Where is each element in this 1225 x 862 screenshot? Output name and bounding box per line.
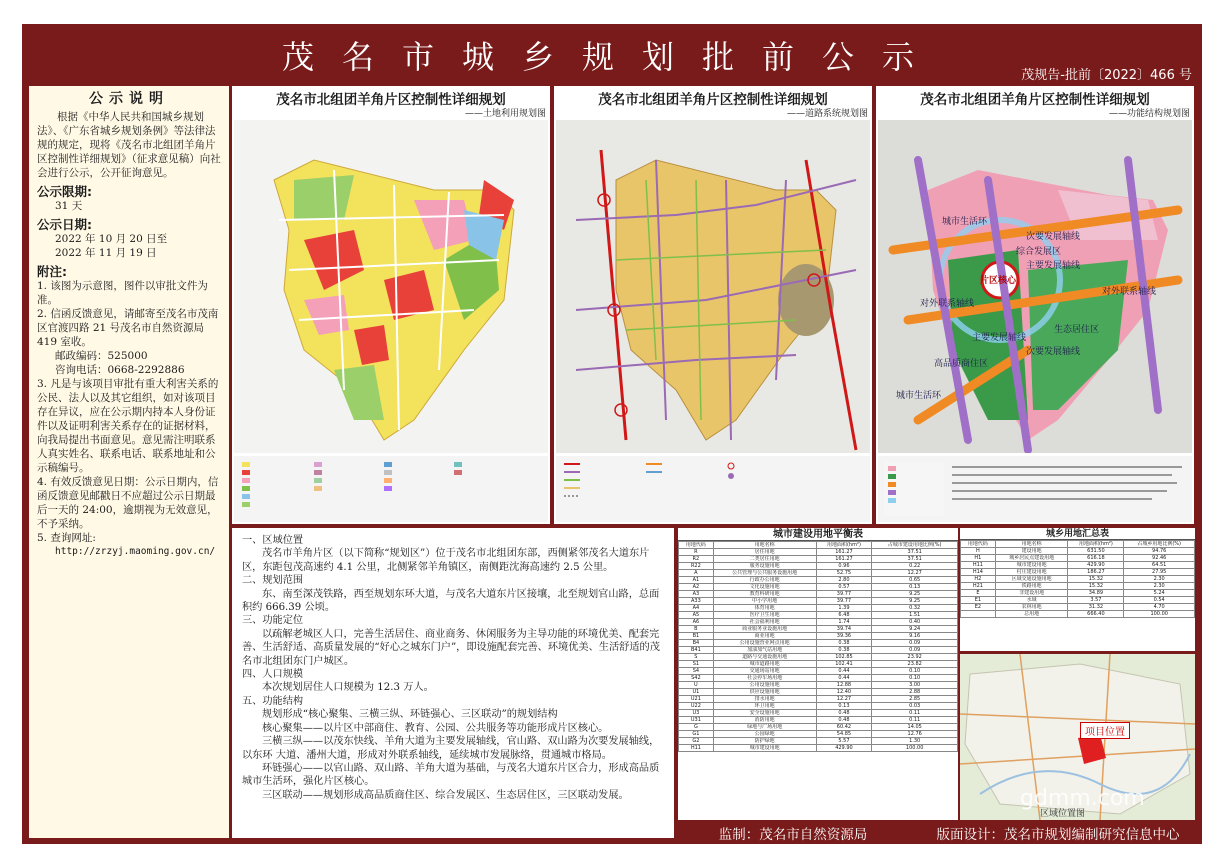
table-cell: B bbox=[679, 626, 714, 633]
panel-subtitle: ——土地利用规划图 bbox=[464, 109, 546, 119]
map-label-zone-1: 综合发展区 bbox=[1016, 247, 1062, 257]
table-cell: A4 bbox=[679, 605, 714, 612]
section-4-body: 本次规划居住人口规模为 12.3 万人。 bbox=[262, 682, 434, 694]
table-cell: 0.40 bbox=[872, 619, 958, 626]
table-cell: S bbox=[679, 654, 714, 661]
map-label-link-2: 对外联系轴线 bbox=[1102, 287, 1157, 297]
table-cell: 54.85 bbox=[816, 731, 872, 738]
table-title: 城乡用地汇总表 bbox=[960, 528, 1195, 540]
table-cell: H11 bbox=[961, 562, 996, 569]
header-cell: 用地代码 bbox=[679, 542, 714, 549]
map-label-zone-3: 高品质商住区 bbox=[934, 359, 989, 369]
table-cell: 631.50 bbox=[1068, 548, 1124, 555]
table-cell: 0.54 bbox=[1124, 597, 1195, 604]
note-5: 5. 查询网址: bbox=[37, 532, 96, 544]
table-cell: 供应设施用地 bbox=[713, 689, 816, 696]
table-cell: R2 bbox=[679, 556, 714, 563]
table-cell: 公用设施用地 bbox=[713, 682, 816, 689]
map-label-ring: 城市生活环 bbox=[942, 217, 988, 227]
table-cell: U1 bbox=[679, 689, 714, 696]
table-cell: 9.16 bbox=[872, 633, 958, 640]
section-5-zones: 三区联动——规划形成高品质商住区、综合发展区、生态居住区，三区联动发展。 bbox=[262, 789, 629, 801]
table-cell: B4 bbox=[679, 640, 714, 647]
table-cell: 排水用地 bbox=[713, 696, 816, 703]
table-cell: H11 bbox=[679, 745, 714, 752]
table-cell: R bbox=[679, 549, 714, 556]
note-3: 3. 凡是与该项目审批有重大利害关系的公民、法人以及其它组织，如对该项目存在异议，应在公示期内持本人身份证件以及证明利害关系存在的证据材料，向我局提出书面意见。意见需注明联系人真实姓名、联系电话、联系地址和公示稿编号。 bbox=[37, 378, 219, 474]
note-2: 2. 信函反馈意见，请邮寄至茂名市茂南区官渡四路 21 号茂名市自然资源局 419 室收。 bbox=[37, 308, 219, 348]
table-cell: 0.57 bbox=[816, 584, 872, 591]
table-cell: 区域交通设施用地 bbox=[995, 576, 1068, 583]
section-5-axes: 三横三纵——以茂东快线、羊角大道为主要发展轴线，官山路、双山路为次要发展轴线，以东环 大道、潘州大道，形成对外联系轴线，延续城市发展脉络，贯通城市格局。 bbox=[242, 736, 660, 761]
table-cell: 水域 bbox=[995, 597, 1068, 604]
table-cell: S4 bbox=[679, 668, 714, 675]
table-cell: 12.27 bbox=[816, 696, 872, 703]
table-row bbox=[961, 611, 1195, 618]
table-cell: A3 bbox=[679, 591, 714, 598]
table-cell: 加油加气站用地 bbox=[713, 647, 816, 654]
table-cell: 12.27 bbox=[872, 570, 958, 577]
table-cell: 0.11 bbox=[872, 717, 958, 724]
table-cell: 12.76 bbox=[872, 731, 958, 738]
function-structure-panel bbox=[876, 86, 1194, 524]
table-cell: 1.30 bbox=[872, 738, 958, 745]
header bbox=[22, 24, 1202, 84]
location-map-label: 区域位置图 bbox=[1040, 809, 1086, 819]
road-system-panel bbox=[554, 86, 872, 524]
table-cell: 31.32 bbox=[1068, 604, 1124, 611]
section-5-ring: 环链强心——以官山路、双山路、羊角大道为基础，与茂名大道东片区合力，形成高品质城市生活环，强化片区核心。 bbox=[242, 762, 660, 788]
table-cell: 429.90 bbox=[816, 745, 872, 752]
table-row bbox=[679, 570, 958, 577]
note-1: 1. 该图为示意图，图件以审批文件为准。 bbox=[37, 280, 208, 306]
query-url[interactable]: http://zrzyj.maoming.gov.cn/ bbox=[55, 546, 216, 557]
table-row bbox=[961, 583, 1195, 590]
table-cell: U bbox=[679, 682, 714, 689]
date-to: 2022 年 11 月 19 日 bbox=[55, 247, 157, 259]
table-cell: 城市建设用地 bbox=[995, 562, 1068, 569]
table-cell: 建设用地 bbox=[995, 548, 1068, 555]
table-cell: 37.51 bbox=[872, 549, 958, 556]
table-row bbox=[679, 703, 958, 710]
table-cell: 2.80 bbox=[816, 577, 872, 584]
table-cell: 429.90 bbox=[1068, 562, 1124, 569]
legend-swatches bbox=[234, 456, 548, 522]
table-cell: H14 bbox=[961, 569, 996, 576]
footer-designer: 版面设计：茂名市规划编制研究信息中心 bbox=[936, 827, 1180, 843]
header-cell: 用地面积(hm²) bbox=[816, 542, 872, 549]
land-balance-table bbox=[678, 528, 958, 820]
table-rows bbox=[679, 549, 958, 752]
table-cell: 34.89 bbox=[1068, 590, 1124, 597]
table-row bbox=[679, 696, 958, 703]
section-2-title: 二、规划范围 bbox=[242, 575, 304, 587]
legend-swatches bbox=[878, 456, 1192, 522]
legend-swatches bbox=[556, 456, 870, 522]
table-cell: A6 bbox=[679, 619, 714, 626]
table-cell: 15.32 bbox=[1068, 576, 1124, 583]
panel-title: 茂名市北组团羊角片区控制性详细规划 bbox=[598, 92, 828, 108]
land-use-panel bbox=[232, 86, 550, 524]
urban-rural-table bbox=[960, 528, 1195, 651]
table-cell: 39.36 bbox=[816, 633, 872, 640]
table-row bbox=[679, 731, 958, 738]
header-cell: 用地面积(hm²) bbox=[1068, 541, 1124, 548]
table-cell: 0.38 bbox=[816, 647, 872, 654]
table-row bbox=[679, 556, 958, 563]
table-cell: 教育科研用地 bbox=[713, 591, 816, 598]
table-row bbox=[679, 619, 958, 626]
table-cell: 0.48 bbox=[816, 717, 872, 724]
table-cell: 0.10 bbox=[872, 675, 958, 682]
table-cell: 9.24 bbox=[872, 626, 958, 633]
table-row bbox=[679, 710, 958, 717]
section-5-body: 规划形成“核心聚集、三横三纵、环链强心、三区联动”的规划结构 bbox=[262, 709, 558, 721]
table-cell: 0.03 bbox=[872, 703, 958, 710]
table-cell: 1.39 bbox=[816, 605, 872, 612]
table-row bbox=[961, 604, 1195, 611]
table-row bbox=[679, 654, 958, 661]
map-label-axis-1: 次要发展轴线 bbox=[1026, 232, 1081, 242]
table-cell: 中小学用地 bbox=[713, 598, 816, 605]
table-cell: 52.75 bbox=[816, 570, 872, 577]
table-title: 城市建设用地平衡表 bbox=[678, 528, 958, 541]
header-cell: 用地代码 bbox=[961, 541, 996, 548]
table-cell: 102.41 bbox=[816, 661, 872, 668]
table-body bbox=[960, 540, 1195, 618]
project-location-badge: 项目位置 bbox=[1080, 722, 1130, 739]
table-cell: 9.25 bbox=[872, 591, 958, 598]
table-cell: 消防用地 bbox=[713, 717, 816, 724]
table-row bbox=[679, 584, 958, 591]
map-legend bbox=[234, 456, 548, 522]
table-cell: 37.51 bbox=[872, 556, 958, 563]
table-cell: S42 bbox=[679, 675, 714, 682]
section-5-core: 核心聚集——以片区中部商住、教育、公园、公共服务等功能形成片区核心。 bbox=[262, 722, 609, 734]
table-cell: 2.30 bbox=[1124, 583, 1195, 590]
table-cell: G2 bbox=[679, 738, 714, 745]
table-cell: 64.51 bbox=[1124, 562, 1195, 569]
table-cell: 0.09 bbox=[872, 640, 958, 647]
table-cell: 102.85 bbox=[816, 654, 872, 661]
map-label-core: 片区核心 bbox=[980, 276, 1017, 286]
table-cell: 23.82 bbox=[872, 661, 958, 668]
header-cell: 占城市建设用地比例(%) bbox=[872, 542, 958, 549]
table-cell: 27.95 bbox=[1124, 569, 1195, 576]
table-row bbox=[679, 612, 958, 619]
table-cell: 94.76 bbox=[1124, 548, 1195, 555]
table-row bbox=[679, 724, 958, 731]
watermark: gdmm.com bbox=[1020, 786, 1145, 811]
table-cell: 绿地与广场用地 bbox=[713, 724, 816, 731]
table-cell: 2.30 bbox=[1124, 576, 1195, 583]
table-cell: 防护绿地 bbox=[713, 738, 816, 745]
table-cell: 0.38 bbox=[816, 640, 872, 647]
postcode: 邮政编码：525000 bbox=[55, 350, 148, 362]
table-cell: A bbox=[679, 570, 714, 577]
table-cell: 环卫用地 bbox=[713, 703, 816, 710]
table-row bbox=[679, 717, 958, 724]
table-cell: 居住用地 bbox=[713, 549, 816, 556]
table-cell: G1 bbox=[679, 731, 714, 738]
table-cell: 社会福利用地 bbox=[713, 619, 816, 626]
map-label-axis-3: 次要发展轴线 bbox=[1026, 347, 1081, 357]
notes-label: 附注: bbox=[37, 264, 67, 279]
table-cell: 0.22 bbox=[872, 563, 958, 570]
location-map bbox=[960, 654, 1195, 820]
panel-subtitle: ——道路系统规划图 bbox=[786, 109, 868, 119]
table-cell: 5.57 bbox=[816, 738, 872, 745]
panel-subtitle: ——功能结构规划图 bbox=[1108, 109, 1190, 119]
footer bbox=[678, 820, 1198, 844]
table-cell: 1.74 bbox=[816, 619, 872, 626]
table-cell: U31 bbox=[679, 717, 714, 724]
page-title: 茂名市城乡规划批前公示 bbox=[281, 38, 942, 76]
table-cell: 0.13 bbox=[816, 703, 872, 710]
table-cell: 交通场站用地 bbox=[713, 668, 816, 675]
table-cell: A5 bbox=[679, 612, 714, 619]
table-cell: 社会停车场用地 bbox=[713, 675, 816, 682]
table-cell: 6.48 bbox=[816, 612, 872, 619]
table-cell: 2.88 bbox=[872, 689, 958, 696]
table-cell: B1 bbox=[679, 633, 714, 640]
table-cell: 616.18 bbox=[1068, 555, 1124, 562]
table-cell: 铁路用地 bbox=[995, 583, 1068, 590]
table-body bbox=[678, 541, 958, 752]
table-cell: 12.88 bbox=[816, 682, 872, 689]
panel-title: 茂名市北组团羊角片区控制性详细规划 bbox=[276, 92, 506, 108]
date-label: 公示日期: bbox=[37, 217, 92, 232]
table-row bbox=[679, 675, 958, 682]
table-row bbox=[679, 661, 958, 668]
table-row bbox=[961, 562, 1195, 569]
table-cell: 0.10 bbox=[872, 668, 958, 675]
table-cell: G bbox=[679, 724, 714, 731]
map-label-ring-2: 城市生活环 bbox=[896, 391, 942, 401]
table-cell: 城乡居民点建设用地 bbox=[995, 555, 1068, 562]
header-cell: 用地名称 bbox=[995, 541, 1068, 548]
table-row bbox=[961, 590, 1195, 597]
table-cell: 总用地 bbox=[995, 611, 1068, 618]
table-cell: S1 bbox=[679, 661, 714, 668]
table-cell: 161.27 bbox=[816, 549, 872, 556]
table-cell: 服务设施用地 bbox=[713, 563, 816, 570]
table-cell: A33 bbox=[679, 598, 714, 605]
table-row bbox=[679, 598, 958, 605]
period-label: 公示限期: bbox=[37, 184, 92, 199]
table-cell: 186.27 bbox=[1068, 569, 1124, 576]
table-row bbox=[679, 668, 958, 675]
table-cell: A1 bbox=[679, 577, 714, 584]
table-cell: 1.51 bbox=[872, 612, 958, 619]
table-cell: 城市道路用地 bbox=[713, 661, 816, 668]
table-cell: 5.24 bbox=[1124, 590, 1195, 597]
table-cell: 商业服务业设施用地 bbox=[713, 626, 816, 633]
map-legend bbox=[878, 456, 1192, 522]
table-cell: 3.57 bbox=[1068, 597, 1124, 604]
table-cell: 村庄建设用地 bbox=[995, 569, 1068, 576]
section-4-title: 四、人口规模 bbox=[242, 669, 304, 681]
table-cell: 文化设施用地 bbox=[713, 584, 816, 591]
table-row bbox=[679, 549, 958, 556]
table-cell: 体育用地 bbox=[713, 605, 816, 612]
table-cell: 4.70 bbox=[1124, 604, 1195, 611]
section-1-body: 茂名市羊角片区（以下简称“规划区”）位于茂名市北组团东部，西侧紧邻茂名大道东片区，东距包茂高速约 4.1 公里，北侧紧邻羊角镇区，南侧距沈海高速约 2.5 公里。 bbox=[242, 548, 650, 573]
table-cell: 0.44 bbox=[816, 668, 872, 675]
table-row bbox=[679, 738, 958, 745]
table-cell: 0.32 bbox=[872, 605, 958, 612]
map-label-link-3: 主要发展轴线 bbox=[972, 333, 1027, 343]
map-label-zone-2: 生态居住区 bbox=[1054, 325, 1100, 335]
table-cell: 农林用地 bbox=[995, 604, 1068, 611]
document-number: 茂规告-批前〔2022〕466 号 bbox=[1021, 68, 1192, 83]
table-rows bbox=[961, 548, 1195, 618]
period-value: 31 天 bbox=[55, 200, 83, 212]
header-cell: 用地名称 bbox=[713, 542, 816, 549]
notice-column bbox=[29, 86, 229, 838]
table-row bbox=[961, 548, 1195, 555]
table-row bbox=[961, 555, 1195, 562]
table-row bbox=[679, 633, 958, 640]
table-row bbox=[679, 591, 958, 598]
table-header-row bbox=[961, 541, 1195, 548]
poster-frame bbox=[22, 24, 1202, 844]
plan-description bbox=[232, 528, 674, 838]
land-use-map bbox=[234, 120, 548, 453]
road-system-map bbox=[556, 120, 870, 453]
table-row bbox=[679, 577, 958, 584]
table-cell: 公园绿地 bbox=[713, 731, 816, 738]
table-cell: H21 bbox=[961, 583, 996, 590]
table-cell: 3.00 bbox=[872, 682, 958, 689]
notice-heading: 公示说明 bbox=[89, 91, 169, 107]
table-cell: H2 bbox=[961, 576, 996, 583]
table-cell: R22 bbox=[679, 563, 714, 570]
table-row bbox=[679, 689, 958, 696]
table-cell: 39.74 bbox=[816, 626, 872, 633]
table-cell: H1 bbox=[961, 555, 996, 562]
table-cell: 92.46 bbox=[1124, 555, 1195, 562]
table-cell: 60.42 bbox=[816, 724, 872, 731]
date-from: 2022 年 10 月 20 日至 bbox=[55, 233, 168, 245]
section-3-body: 以疏解老城区人口，完善生活居住、商业商务、休闲服务为主导功能的环境优美、配套完善、生活舒适、高质量发展的“好心之城东门户”，即设施配套完善、环境优美、生活舒适的茂名市北组团东门户城区。 bbox=[242, 628, 660, 667]
table-row bbox=[679, 640, 958, 647]
table-row bbox=[679, 563, 958, 570]
table-cell: E bbox=[961, 590, 996, 597]
table-header-row bbox=[679, 542, 958, 549]
table-cell: 666.40 bbox=[1068, 611, 1124, 618]
table-cell: 39.77 bbox=[816, 591, 872, 598]
note-4: 4. 有效反馈意见日期：公示日期内，信函反馈意见邮戳日不应超过公示日期最后一天的 24:00，逾期视为无效意见，不予采纳。 bbox=[37, 476, 219, 530]
map-label-link-1: 对外联系轴线 bbox=[920, 299, 975, 309]
table-cell: 医疗卫生用地 bbox=[713, 612, 816, 619]
table-row bbox=[679, 682, 958, 689]
table-cell: E1 bbox=[961, 597, 996, 604]
table-row bbox=[961, 569, 1195, 576]
table-cell: U22 bbox=[679, 703, 714, 710]
table-cell: 0.44 bbox=[816, 675, 872, 682]
table-cell: B41 bbox=[679, 647, 714, 654]
table-cell: 161.27 bbox=[816, 556, 872, 563]
table-cell: 0.96 bbox=[816, 563, 872, 570]
table-cell: 0.65 bbox=[872, 577, 958, 584]
table-row bbox=[679, 647, 958, 654]
table-cell bbox=[961, 611, 996, 618]
phone: 咨询电话：0668-2292886 bbox=[55, 364, 185, 376]
panel-title: 茂名市北组团羊角片区控制性详细规划 bbox=[920, 92, 1150, 108]
table-cell: 0.48 bbox=[816, 710, 872, 717]
table-cell: 14.05 bbox=[872, 724, 958, 731]
table-cell: 2.85 bbox=[872, 696, 958, 703]
table-cell: 二类居住用地 bbox=[713, 556, 816, 563]
table-cell: A2 bbox=[679, 584, 714, 591]
section-2-body: 东、南至深茂铁路，西至规划东环大道，与茂名大道东片区接壤，北至规划官山路，总面积约 666.39 公顷。 bbox=[242, 588, 660, 614]
table-cell: 城市建设用地 bbox=[713, 745, 816, 752]
table-cell: 23.92 bbox=[872, 654, 958, 661]
table-row bbox=[961, 597, 1195, 604]
table-cell: E2 bbox=[961, 604, 996, 611]
table-cell: 行政办公用地 bbox=[713, 577, 816, 584]
table-cell: 0.09 bbox=[872, 647, 958, 654]
table-cell: 商业用地 bbox=[713, 633, 816, 640]
table-row bbox=[679, 745, 958, 752]
table-cell: 0.13 bbox=[872, 584, 958, 591]
table-cell: U3 bbox=[679, 710, 714, 717]
section-1-title: 一、区域位置 bbox=[242, 535, 304, 546]
table-row bbox=[961, 576, 1195, 583]
table-row bbox=[679, 626, 958, 633]
table-cell: 0.11 bbox=[872, 710, 958, 717]
table-cell: 100.00 bbox=[1124, 611, 1195, 618]
table-cell: 9.25 bbox=[872, 598, 958, 605]
table-cell: 道路与交通设施用地 bbox=[713, 654, 816, 661]
map-label-axis-2: 主要发展轴线 bbox=[1026, 261, 1081, 271]
table-cell: 公共管理与公共服务设施用地 bbox=[713, 570, 816, 577]
table-cell: 100.00 bbox=[872, 745, 958, 752]
table-cell: 非建设用地 bbox=[995, 590, 1068, 597]
footer-supervisor: 监制：茂名市自然资源局 bbox=[718, 827, 868, 843]
table-cell: 15.32 bbox=[1068, 583, 1124, 590]
notice-body: 根据《中华人民共和国城乡规划法》、《广东省城乡规划条例》等法律法规的规定，现将《茂名市北组团羊角片区控制性详细规划》（征求意见稿）向社会进行公示，公开征询意见。 bbox=[37, 111, 221, 179]
table-cell: 39.77 bbox=[816, 598, 872, 605]
section-5-title: 五、功能结构 bbox=[242, 695, 304, 707]
table-cell: H bbox=[961, 548, 996, 555]
table-cell: U21 bbox=[679, 696, 714, 703]
map-legend bbox=[556, 456, 870, 522]
header-cell: 占城乡用地比例(%) bbox=[1124, 541, 1195, 548]
table-cell: 安全设施用地 bbox=[713, 710, 816, 717]
table-cell: 12.40 bbox=[816, 689, 872, 696]
section-3-title: 三、功能定位 bbox=[242, 615, 304, 627]
table-row bbox=[679, 605, 958, 612]
table-cell: 公用设施营业网点用地 bbox=[713, 640, 816, 647]
